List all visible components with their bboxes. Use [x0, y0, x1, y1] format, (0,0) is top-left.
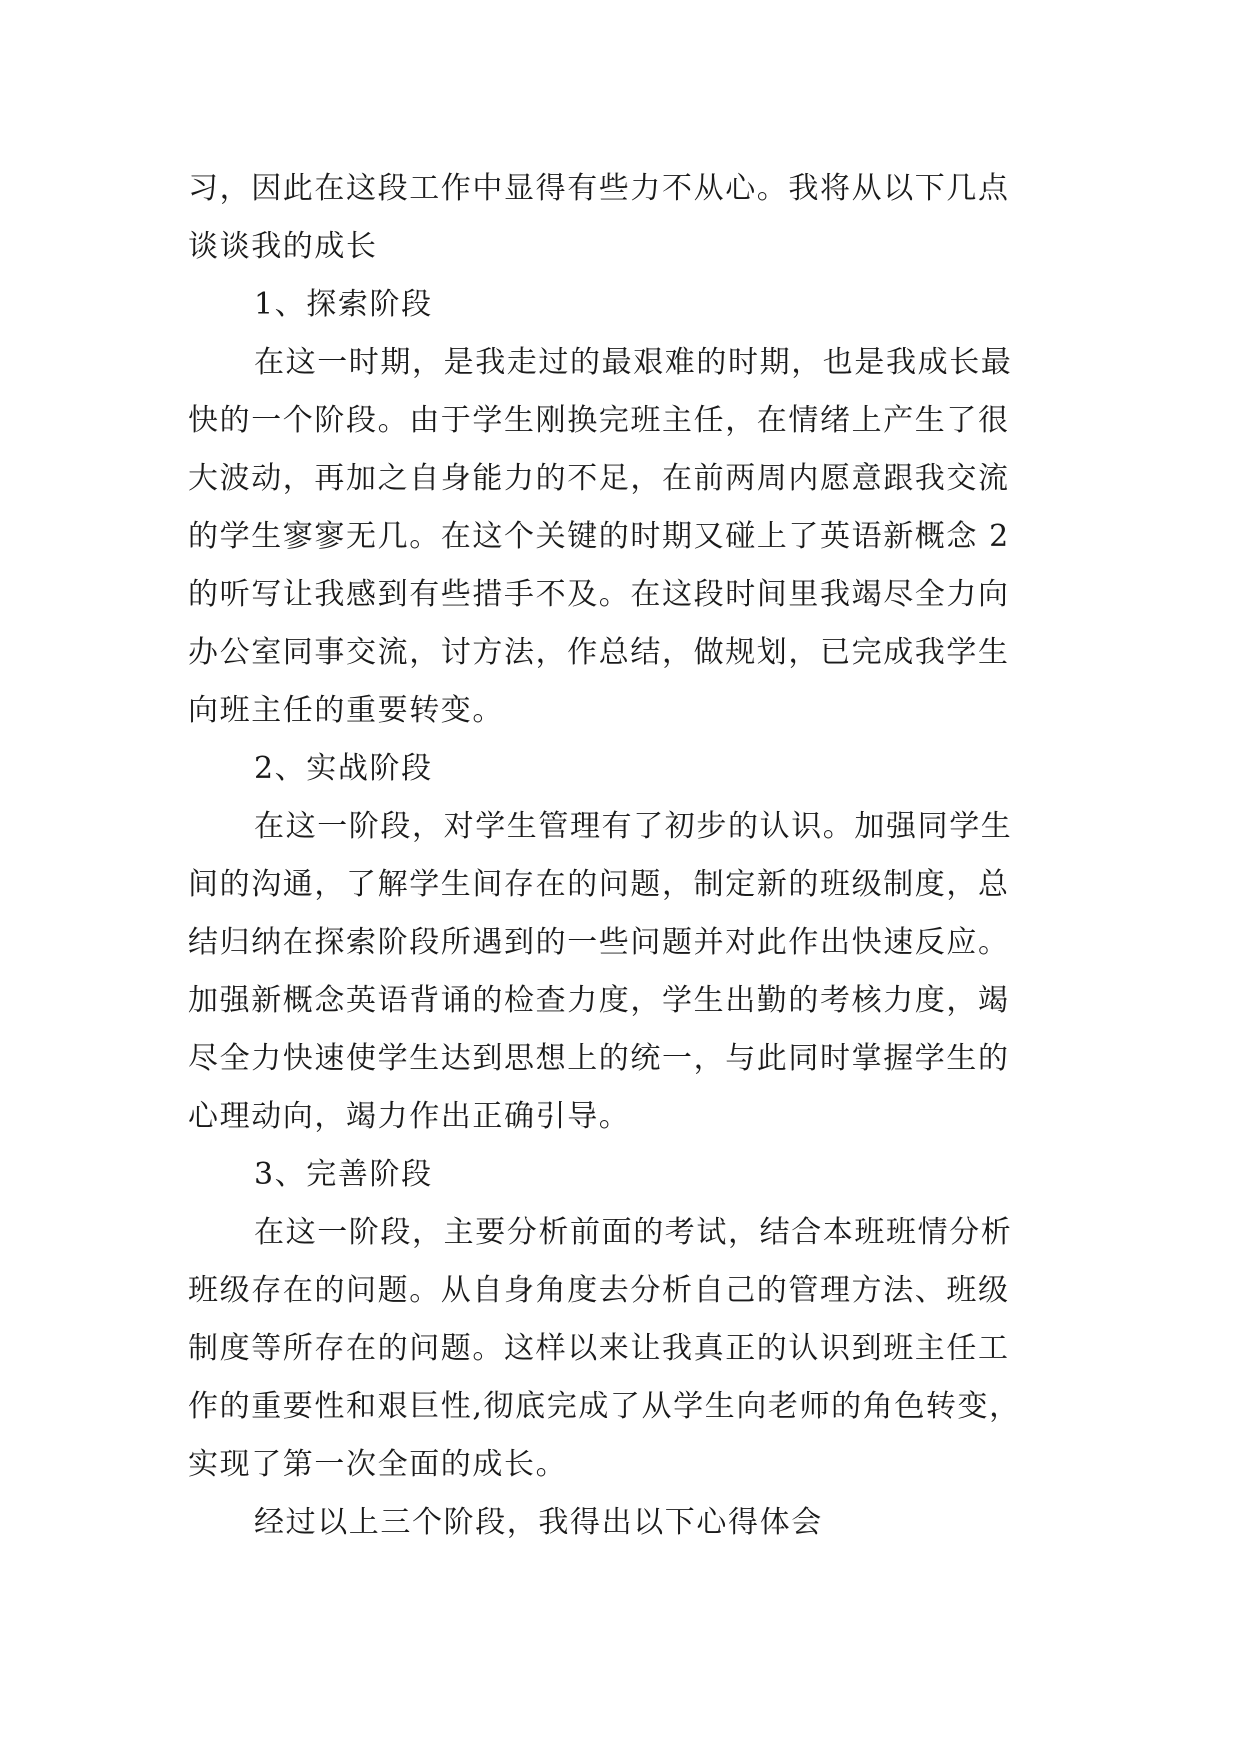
text-line: 心理动向，竭力作出正确引导。: [188, 1099, 631, 1134]
text-line: 向班主任的重要转变。: [188, 693, 504, 728]
text-line: 结归纳在探索阶段所遇到的一些问题并对此作出快速反应。: [188, 925, 1010, 960]
text-line: 办公室同事交流，讨方法，作总结，做规划，已完成我学生: [188, 635, 1010, 670]
text-line: 间的沟通，了解学生间存在的问题，制定新的班级制度，总: [188, 867, 1010, 902]
text-line: 实现了第一次全面的成长。: [188, 1447, 568, 1482]
section-heading: 2、实战阶段: [254, 751, 433, 786]
text-line: 谈谈我的成长: [188, 229, 378, 264]
text-line: 快的一个阶段。由于学生刚换完班主任，在情绪上产生了很: [188, 403, 1010, 438]
document-page: [188, 160, 1054, 1552]
text-line: 的学生寥寥无几。在这个关键的时期又碰上了英语新概念 2: [188, 519, 1010, 554]
text-line: 作的重要性和艰巨性,彻底完成了从学生向老师的角色转变，: [188, 1389, 1021, 1424]
text-line: 在这一阶段，对学生管理有了初步的认识。加强同学生: [254, 809, 1013, 844]
text-line: 习，因此在这段工作中显得有些力不从心。我将从以下几点: [188, 171, 1010, 206]
section-heading: 3、完善阶段: [254, 1157, 433, 1192]
section-heading: 1、探索阶段: [254, 287, 433, 322]
text-line: 在这一阶段，主要分析前面的考试，结合本班班情分析: [254, 1215, 1013, 1250]
text-line: 制度等所存在的问题。这样以来让我真正的认识到班主任工: [188, 1331, 1010, 1366]
text-line: 经过以上三个阶段，我得出以下心得体会: [254, 1505, 823, 1540]
text-line: 的听写让我感到有些措手不及。在这段时间里我竭尽全力向: [188, 577, 1010, 612]
text-line: 加强新概念英语背诵的检查力度，学生出勤的考核力度，竭: [188, 983, 1010, 1018]
text-line: 在这一时期，是我走过的最艰难的时期，也是我成长最: [254, 345, 1013, 380]
text-line: 大波动，再加之自身能力的不足，在前两周内愿意跟我交流: [188, 461, 1010, 496]
text-line: 班级存在的问题。从自身角度去分析自己的管理方法、班级: [188, 1273, 1010, 1308]
text-line: 尽全力快速使学生达到思想上的统一，与此同时掌握学生的: [188, 1041, 1010, 1076]
